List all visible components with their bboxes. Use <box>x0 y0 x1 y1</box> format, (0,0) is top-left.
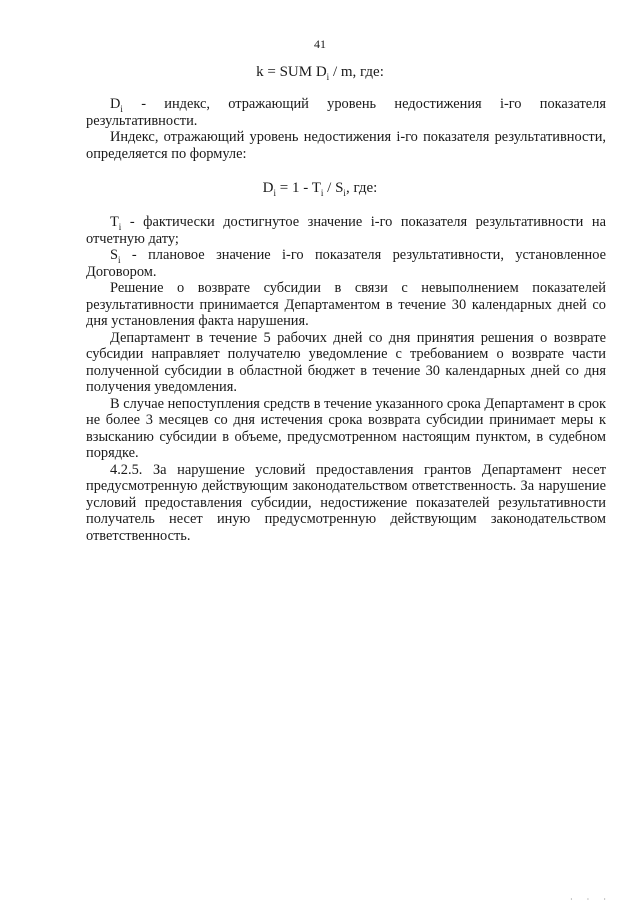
paragraph-di <box>86 96 606 129</box>
paragraph-nonreceipt: В случае непоступления средств в течение указанного срока Департамент в срок не более 3 месяцев со дня истечения срока возврата субсидии принимает меры к взысканию субсидии в объеме, предусмотренном настоящим пунктом, в судебном порядке. <box>86 395 606 461</box>
text-block-main <box>86 214 606 544</box>
formula-k-before: k = SUM D <box>256 64 327 80</box>
formula-k-sub: i <box>326 72 330 82</box>
paragraph-si-text: - плановое значение i-го показателя результативности, установленное Договором. <box>86 247 606 280</box>
formula-di-d: D <box>262 180 274 196</box>
formula-di <box>0 180 640 197</box>
formula-di-d-sub: i <box>273 188 277 198</box>
symbol-s-sub: i <box>118 254 121 265</box>
formula-k-after: / m, где: <box>329 64 384 80</box>
symbol-d-sub: i <box>120 103 123 114</box>
paragraph-ti <box>86 214 606 247</box>
paragraph-department: Департамент в течение 5 рабочих дней со дня принятия решения о возврате субсидии направляет получателю уведомление с требованием о возврате части полученной субсидии в областной бюджет в течение 30 календарных дней со дня получения уведомления. <box>86 329 606 395</box>
symbol-d: D <box>110 96 121 112</box>
formula-k <box>0 64 640 81</box>
paragraph-decision: Решение о возврате субсидии в связи с невыполнением показателей результативности принимается Департаментом в течение 30 календарных дней со дня установления факта нарушения. <box>86 280 606 329</box>
paragraph-di-text: - индекс, отражающий уровень недостижения i-го показателя результативности. <box>86 96 606 129</box>
symbol-s: S <box>110 247 119 263</box>
text-block-definitions <box>86 96 606 162</box>
scan-marks: · · · <box>570 895 612 904</box>
symbol-t: T <box>110 214 119 230</box>
formula-di-slash: / S <box>323 180 344 196</box>
formula-di-tail: , где: <box>345 180 378 196</box>
paragraph-si <box>86 247 606 280</box>
formula-di-mid: = 1 - T <box>276 180 321 196</box>
paragraph-ti-text: - фактически достигнутое значение i-го показателя результативности на отчетную дату; <box>86 214 606 247</box>
page-number: 41 <box>314 37 326 51</box>
formula-di-s-sub: i <box>343 188 346 198</box>
paragraph-index: Индекс, отражающий уровень недостижения i-го показателя результативности, определяется по формуле: <box>86 129 606 162</box>
paragraph-4-2-5: 4.2.5. За нарушение условий предоставления грантов Департамент несет предусмотренную действующим законодательством ответственность. За нарушение условий предоставления субсидии, недостижение показателей результативности получатель несет иную предусмотренную действующим законодательством ответственность. <box>86 461 606 544</box>
formula-di-t-sub: i <box>320 188 324 198</box>
symbol-t-sub: i <box>118 221 122 232</box>
